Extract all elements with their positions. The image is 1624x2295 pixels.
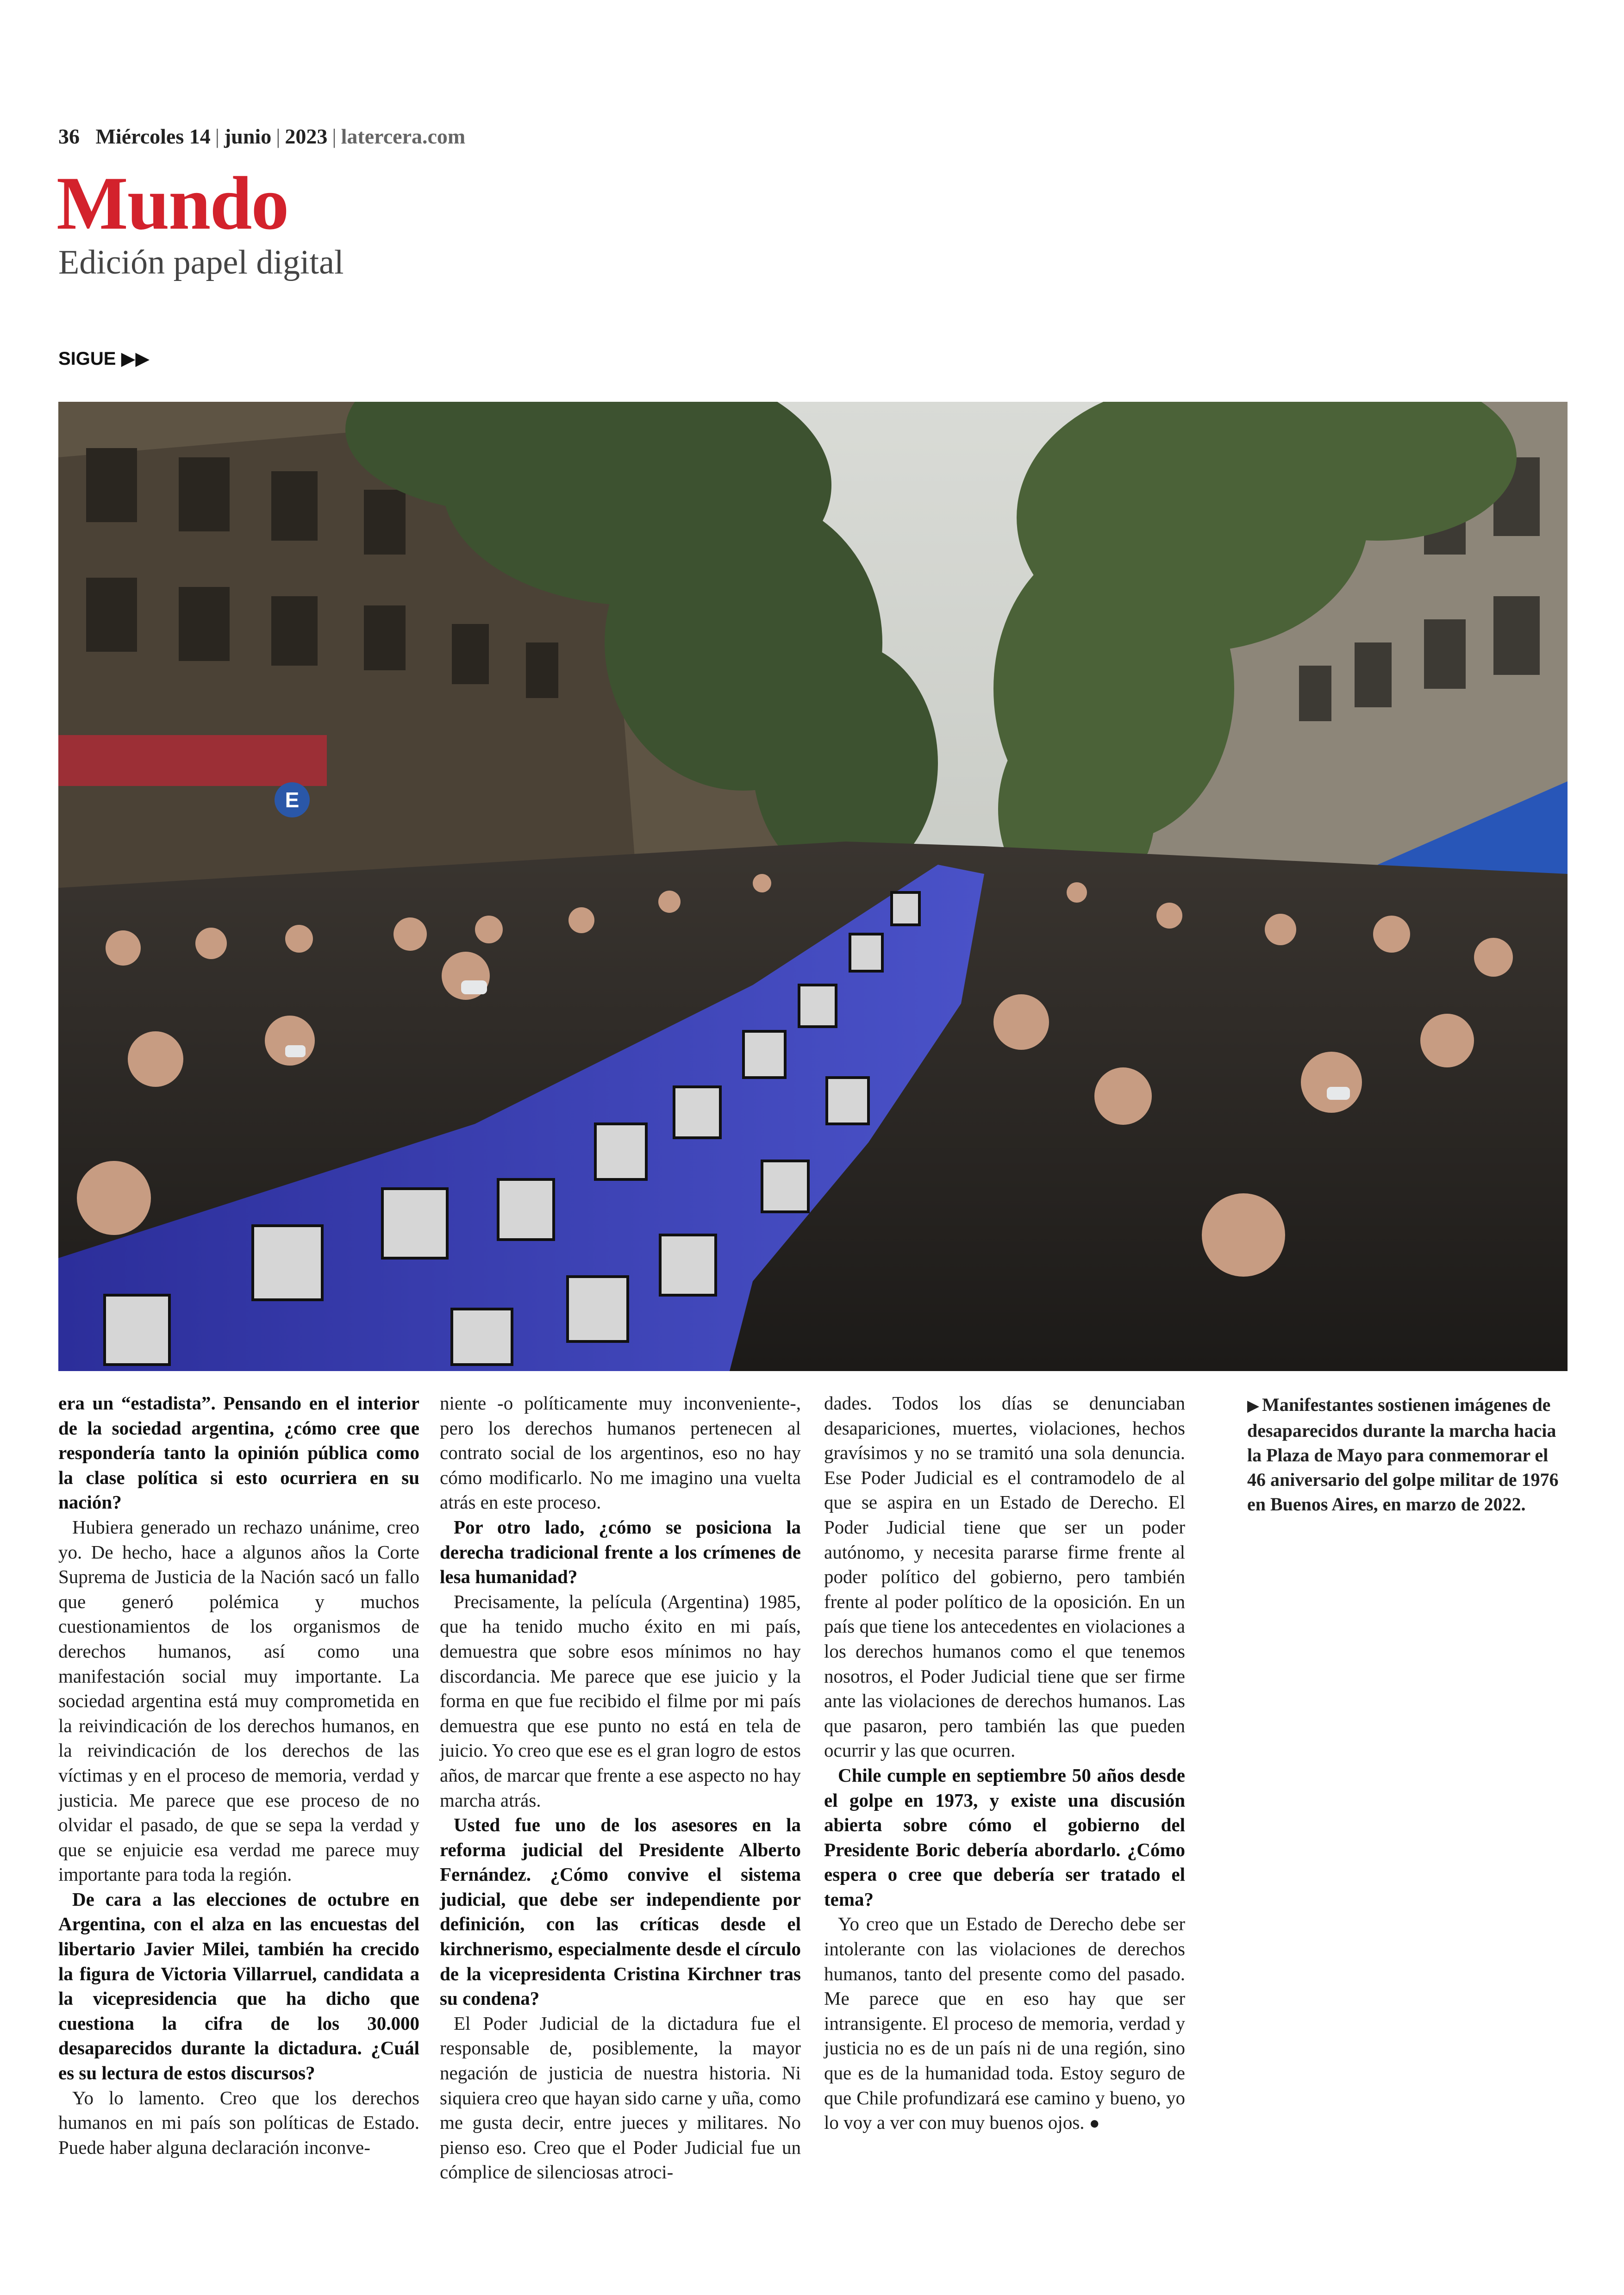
- answer-paragraph: dades. Todos los días se denunciaban desapariciones, muertes, violaciones, hechos gravísimos y no se tramitó una sola denuncia. Ese Poder Judicial es el contramodelo de al que se aspira en un Estado de Derecho. El Poder Judicial tiene que ser un poder autónomo, y necesita pararse firme frente al poder político del gobierno, pero también frente al poder político de la oposición. En un país que tiene los antecedentes en violaciones a los derechos humanos como el que tenemos nosotros, el Poder Judicial tiene que ser firme ante las violaciones de derechos humanos. Las que pasaron, pero también las que pueden ocurrir y las que ocurren.: [824, 1392, 1185, 1761]
- photo-caption: [1247, 1392, 1571, 1516]
- main-photo: [58, 402, 1568, 1371]
- answer-paragraph: niente -o políticamente muy inconveniente-, pero los derechos humanos pertenecen al contrato social de los argentinos, eso no hay cómo modificarlo. No me imagino una vuelta atrás en este proceso.: [440, 1392, 801, 1513]
- date-weekday: Miércoles 14: [95, 125, 211, 148]
- question-paragraph: De cara a las elecciones de octubre en Argentina, con el alza en las encuestas del libertario Javier Milei, también ha crecido la figura de Victoria Villarruel, candidata a la vicepresidencia que ha dicho que cuestiona la cifra de los 30.000 desaparecidos durante la dictadura. ¿Cuál es su lectura de estos discursos?: [58, 1888, 419, 2084]
- red-awning: [58, 735, 327, 786]
- march-photo-illustration: [58, 402, 1568, 1371]
- edition-subtitle: Edición papel digital: [58, 243, 344, 281]
- caption-text: Manifestantes sostienen imágenes de desaparecidos durante la marcha hacia la Plaza de Mayo para conmemorar el 46 aniversario del golpe militar de 1976 en Buenos Aires, en marzo de 2022.: [1247, 1394, 1559, 1515]
- answer-paragraph: El Poder Judicial de la dictadura fue el responsable de, posiblemente, la mayor negación de justicia de nuestra historia. Ni siquiera creo que hayan sido carne y uña, como me gusta decir, entre jueces y militares. No pienso eso. Creo que el Poder Judicial fue un cómplice de silenciosas atroci-: [440, 2012, 801, 2183]
- page-number: 36: [58, 125, 80, 148]
- page-folio: 36 Miércoles 14 | junio | 2023 | latercera.com: [58, 125, 466, 148]
- article-column-2: [440, 1391, 801, 2185]
- question-paragraph: era un “estadista”. Pensando en el interior de la sociedad argentina, ¿cómo cree que respondería tanto la opinión pública como la clase política si esto ocurriera en su nación?: [58, 1392, 419, 1513]
- final-answer-paragraph: [824, 1912, 1185, 2136]
- answer-paragraph: Hubiera generado un rechazo unánime, creo yo. De hecho, hace a algunos años la Corte Suprema de Justicia de la Nación sacó un fallo que generó polémica y muchos cuestionamientos de los organismos de derechos humanos, así como una manifestación social muy importante. La sociedad argentina está muy comprometida en la reivindicación de los derechos humanos, en la reivindicación de los derechos de las víctimas y en el proceso de memoria, verdad y justicia. Me parece que ese proceso de no olvidar el pasado, de que se sepa la verdad y que se enjuicie esa verdad me parece muy importante para toda la región.: [58, 1516, 419, 1885]
- date-year: 2023: [285, 125, 328, 148]
- date-month: junio: [224, 125, 272, 148]
- section-title: Mundo: [56, 162, 288, 245]
- answer-paragraph: Precisamente, la película (Argentina) 1985, que ha tenido mucho éxito en mi país, demuestra que sobre esos mínimos no hay discordancia. Me parece que ese juicio y la forma en que fue recibido el filme por mi país demuestra que ese punto no está en tela de juicio. Yo creo que ese es el gran logro de estos años, de marcar que frente a ese aspecto no hay marcha atrás.: [440, 1590, 801, 1811]
- continue-label: SIGUE ▶▶: [58, 349, 150, 369]
- question-paragraph: Usted fue uno de los asesores en la reforma judicial del Presidente Alberto Fernández. ¿Cómo convive el sistema judicial, que debe ser independiente por definición, con las críticas desde el kirchnerismo, especialmente desde el círculo de la vicepresidenta Cristina Kirchner tras su condena?: [440, 1814, 801, 2009]
- answer-paragraph: Yo lo lamento. Creo que los derechos humanos en mi país son políticas de Estado. Puede haber alguna declaración inconve-: [58, 2087, 419, 2158]
- question-paragraph: Por otro lado, ¿cómo se posiciona la derecha tradicional frente a los crímenes de lesa humanidad?: [440, 1516, 801, 1588]
- street-sign-letter: E: [285, 788, 300, 812]
- caption-arrow-icon: ▶: [1247, 1397, 1260, 1415]
- article-column-1: [58, 1391, 419, 2160]
- site-link[interactable]: latercera.com: [341, 125, 466, 148]
- article-column-3: [824, 1391, 1185, 2136]
- end-mark-icon: ●: [1089, 2114, 1100, 2133]
- answer-text: Yo creo que un Estado de Derecho debe ser intolerante con las violaciones de derechos humanos, tanto del presente como del pasado. Me parece que en eso hay que ser intransigente. El proceso de memoria, verdad y justicia no es de un país ni de una región, sino que es de la humanidad toda. Estoy seguro de que Chile profundizará ese camino y bueno, yo lo voy a ver con muy buenos ojos.: [824, 1913, 1185, 2133]
- question-paragraph: Chile cumple en septiembre 50 años desde el golpe en 1973, y existe una discusión abierta sobre cómo el gobierno del Presidente Boric debería abordarlo. ¿Cómo espera o cree que debería ser tratado el tema?: [824, 1764, 1185, 1910]
